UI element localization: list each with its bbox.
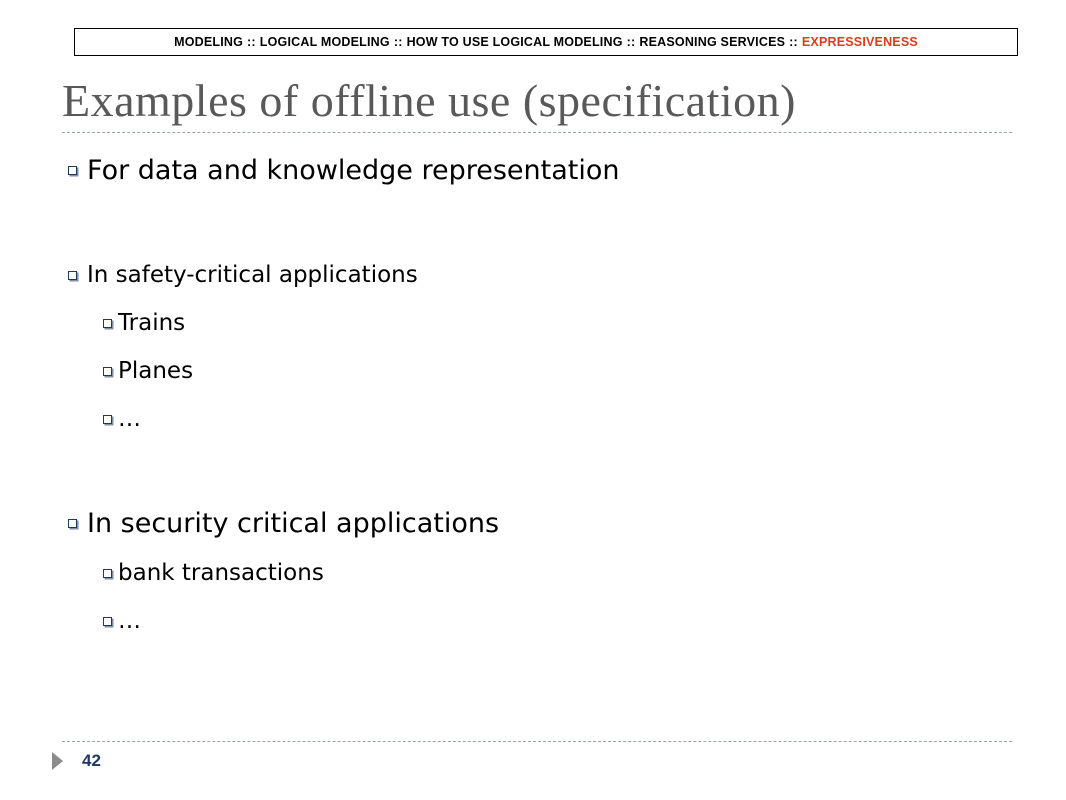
breadcrumb-item-modeling[interactable]: MODELING [174, 35, 244, 49]
bullet-text: bank transactions [118, 560, 324, 586]
slide-title: Examples of offline use (specification) [62, 75, 796, 126]
square-bullet-icon [103, 617, 112, 626]
square-bullet-icon [68, 166, 77, 175]
sub-bullet-item-ellipsis [103, 608, 141, 634]
bullet-text: … [118, 406, 141, 432]
bullet-item-safety-critical [68, 262, 418, 288]
breadcrumb [74, 28, 1018, 56]
breadcrumb-separator: :: [626, 35, 636, 49]
square-bullet-icon [68, 519, 77, 528]
bullet-text: In security critical applications [87, 508, 500, 539]
square-bullet-icon [103, 367, 112, 376]
bullet-text: In safety-critical applications [87, 262, 418, 288]
bullet-text: Trains [118, 310, 186, 336]
square-bullet-icon [68, 271, 77, 280]
breadcrumb-item-logical-modeling[interactable]: LOGICAL MODELING [259, 35, 390, 49]
breadcrumb-separator: :: [247, 35, 256, 49]
bullet-item-security-critical [68, 508, 499, 539]
sub-bullet-item-planes [103, 358, 193, 384]
square-bullet-icon [103, 415, 112, 424]
sub-bullet-item-ellipsis [103, 406, 141, 432]
triangle-marker-icon [52, 752, 63, 770]
sub-bullet-item-trains [103, 310, 185, 336]
bullet-item-data-knowledge [68, 155, 620, 186]
breadcrumb-separator: :: [393, 35, 403, 49]
bullet-text: … [118, 608, 141, 634]
title-divider [62, 132, 1012, 133]
breadcrumb-separator: :: [789, 35, 798, 49]
breadcrumb-item-how-to-use[interactable]: HOW TO USE LOGICAL MODELING [406, 35, 623, 49]
breadcrumb-item-current[interactable]: EXPRESSIVENESS [801, 35, 918, 49]
square-bullet-icon [103, 319, 112, 328]
page-number: 42 [82, 751, 101, 770]
square-bullet-icon [103, 569, 112, 578]
sub-bullet-item-bank-transactions [103, 560, 324, 586]
footer-divider [62, 741, 1012, 742]
bullet-text: For data and knowledge representation [87, 155, 620, 186]
bullet-text: Planes [118, 358, 194, 384]
breadcrumb-item-reasoning-services[interactable]: REASONING SERVICES [639, 35, 786, 49]
